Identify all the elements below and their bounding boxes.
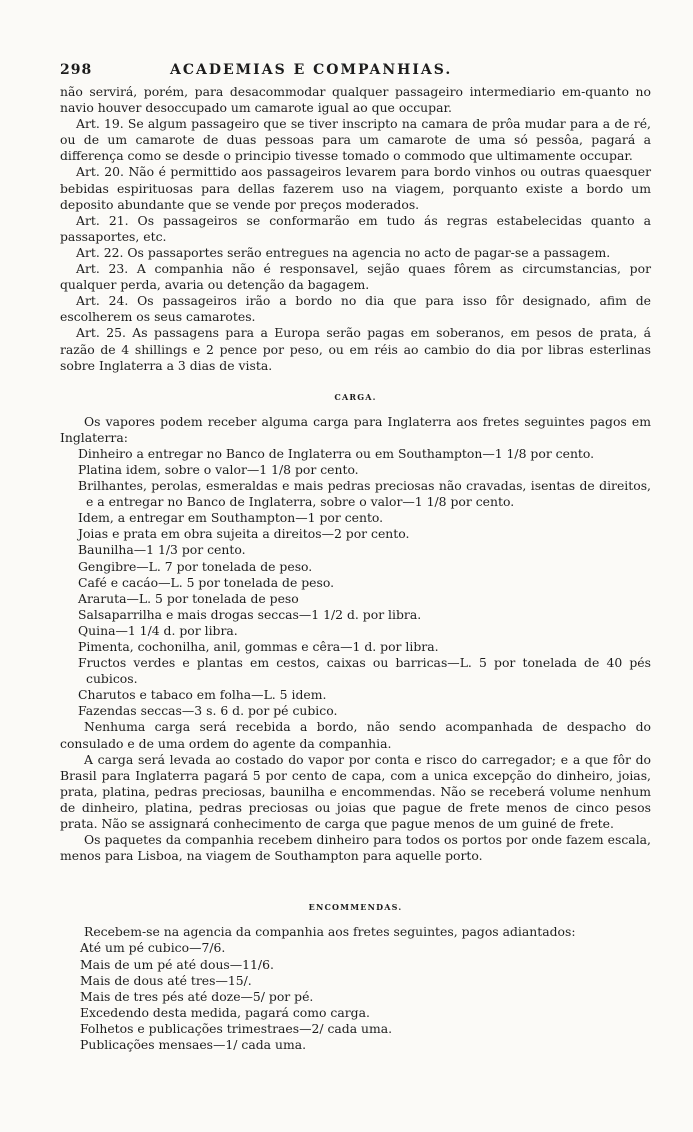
- carga-section: [60, 414, 651, 865]
- article-22: Art. 22. Os passaportes serão entregues na agencia no acto de pagar-se a passagem.: [76, 244, 611, 260]
- encommendas-item: Mais de dous até tres—15/.: [80, 972, 252, 988]
- carga-item-fructos: Fructos verdes e plantas em cestos, caixas ou barricas—L. 5 por tonelada de 40 pés cubicos.: [78, 655, 651, 687]
- article-24: Art. 24. Os passageiros irão a bordo no dia que para isso fôr designado, afim de escolherem os seus camarotes.: [60, 293, 651, 325]
- carga-item-joias: Joias e prata em obra sujeita a direitos—2 por cento.: [78, 526, 410, 542]
- paragraph-continuation: não servirá, porém, para desacommodar qualquer passageiro intermediario em-quanto no navio houver desoccupado um camarote igual ao que occupar.: [60, 84, 651, 116]
- encommendas-item: Mais de um pé até dous—11/6.: [80, 956, 274, 972]
- carga-item-pimenta: Pimenta, cochonilha, anil, gommas e cêra—1 d. por libra.: [78, 639, 439, 654]
- carga-item-araruta: Araruta—L. 5 por tonelada de peso: [78, 590, 299, 606]
- page-number: 298: [60, 62, 93, 78]
- carga-item-charutos: Charutos e tabaco em folha—L. 5 idem.: [78, 687, 327, 703]
- encommendas-item: Excedendo desta medida, pagará como carga.: [80, 1004, 370, 1020]
- articles-section: [60, 84, 651, 374]
- article-21: Art. 21. Os passageiros se conformarão em tudo ás regras estabelecidas quanto a passaportes, etc.: [60, 212, 651, 244]
- encommendas-rate-list: [60, 940, 651, 1053]
- carga-paragraph-despacho: Nenhuma carga será recebida a bordo, não sendo acompanhada de despacho do consulado e de uma ordem do agente da companhia.: [60, 719, 651, 751]
- encommendas-heading: ENCOMMENDAS.: [308, 902, 403, 913]
- encommendas-item: Mais de tres pés até doze—5/ por pé.: [80, 988, 314, 1004]
- page-header: [60, 62, 651, 78]
- encommendas-section: [60, 924, 651, 1053]
- running-title: ACADEMIAS E COMPANHIAS.: [170, 62, 453, 78]
- carga-rate-list: [60, 446, 651, 720]
- carga-item-platina: Platina idem, sobre o valor—1 1/8 por cento.: [78, 461, 359, 477]
- carga-intro: Os vapores podem receber alguma carga para Inglaterra aos fretes seguintes pagos em Inglaterra:: [60, 413, 651, 445]
- article-23: Art. 23. A companhia não é responsavel, sejão quaes fôrem as circumstancias, por qualquer perda, avaria ou detenção da bagagem.: [60, 261, 651, 293]
- carga-item-brilhantes: Brilhantes, perolas, esmeraldas e mais pedras preciosas não cravadas, isentas de direitos, e a entregar no Banco de Inglaterra, sobre o valor—1 1/8 por cento.: [78, 478, 651, 510]
- carga-item-salsaparrilha: Salsaparrilha e mais drogas seccas—1 1/2 d. por libra.: [78, 606, 422, 622]
- carga-item-quina: Quina—1 1/4 d. por libra.: [78, 622, 238, 638]
- carga-item-idem: Idem, a entregar em Southampton—1 por cento.: [78, 510, 384, 526]
- article-25: Art. 25. As passagens para a Europa serão pagas em soberanos, em pesos de prata, á razão de 4 shillings e 2 pence por peso, ou em réis ao cambio do dia por libras esterlinas sobre Inglaterra a 3 dias de vista.: [60, 325, 651, 373]
- article-19: Art. 19. Se algum passageiro que se tiver inscripto na camara de prôa mudar para a de ré, ou de um camarote de duas pessoas para um camarote de uma só pessôa, pagará a differença como se desde o principio tivesse tomado o commodo que ultimamente occupar.: [60, 116, 651, 164]
- carga-item-cafe: Café e cacáo—L. 5 por tonelada de peso.: [78, 574, 335, 590]
- carga-heading: CARGA.: [334, 391, 377, 402]
- carga-item-baunilha: Baunilha—1 1/3 por cento.: [78, 542, 246, 558]
- carga-item-gengibre: Gengibre—L. 7 por tonelada de peso.: [78, 558, 313, 574]
- carga-paragraph-paquetes: Os paquetes da companhia recebem dinheiro para todos os portos por onde fazem escala, menos para Lisboa, na viagem de Southampton para aquelle porto.: [60, 832, 651, 864]
- encommendas-item: Até um pé cubico—7/6.: [80, 940, 226, 956]
- encommendas-intro: Recebem-se na agencia da companhia aos fretes seguintes, pagos adiantados:: [84, 924, 576, 940]
- encommendas-item: Folhetos e publicações trimestraes—2/ cada uma.: [80, 1020, 393, 1036]
- carga-paragraph-capa: A carga será levada ao costado do vapor por conta e risco do carregador; e a que fôr do Brasil para Inglaterra pagará 5 por cento de capa, com a unica excepção do dinheiro, joias, prata, platina, pedras preciosas, baunilha e encommendas. Não se receberá volume nenhum de dinheiro, platina, pedras preciosas ou joias que pague de frete menos de cinco pesos prata. Não se assignará conhecimento de carga que pague menos de um guiné de frete.: [60, 751, 651, 832]
- encommendas-item: Publicações mensaes—1/ cada uma.: [80, 1036, 307, 1052]
- carga-item-fazendas: Fazendas seccas—3 s. 6 d. por pé cubico.: [78, 703, 338, 719]
- carga-item-dinheiro: Dinheiro a entregar no Banco de Inglaterra ou em Southampton—1 1/8 por cento.: [78, 445, 595, 461]
- article-20: Art. 20. Não é permittido aos passageiros levarem para bordo vinhos ou outras quaesquer bebidas espirituosas para dellas fazerem uso na viagem, porquanto existe a bordo um deposito abundante que se vende por preços moderados.: [60, 164, 651, 212]
